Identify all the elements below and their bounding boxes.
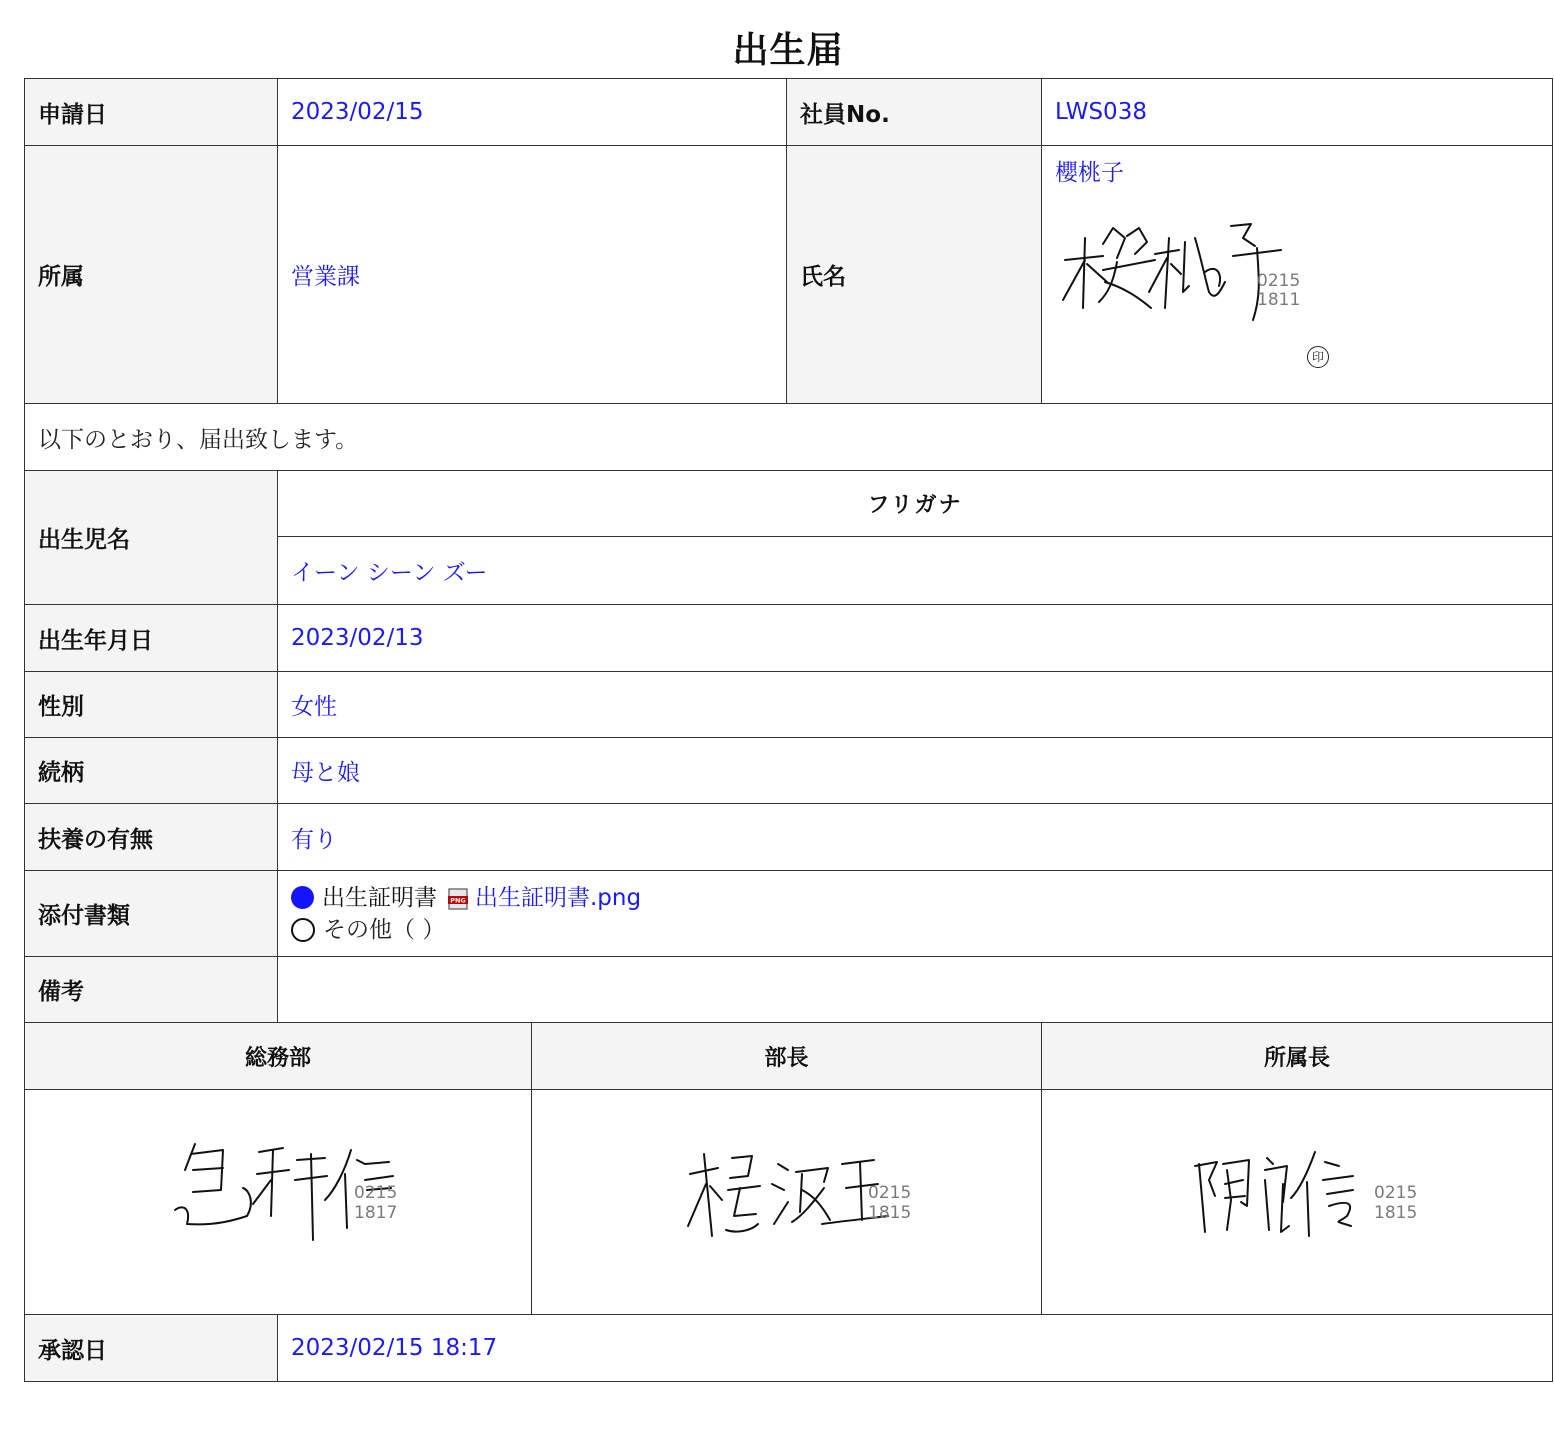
child-name-label: 出生児名 [25, 471, 278, 605]
row-dependent [25, 804, 1553, 871]
approval-col-department-head: 所属長 [1042, 1023, 1553, 1090]
row-attachments [25, 871, 1553, 957]
approval-stamp-date-general-affairs: 0215 [354, 1183, 398, 1203]
attachment-option-label: 出生証明書 [322, 884, 437, 911]
seal-icon: 印 [1307, 346, 1329, 368]
dependent-label: 扶養の有無 [25, 804, 278, 871]
radio-unselected-icon[interactable] [291, 918, 315, 942]
row-approval-header [25, 1023, 1553, 1090]
radio-selected-icon[interactable] [291, 886, 314, 909]
furigana-value: イーン シーン ズー [278, 537, 1553, 605]
approval-stamp-time-general-affairs: 1817 [354, 1203, 398, 1223]
page-title: 出生届 [732, 30, 844, 71]
row-notice [25, 404, 1553, 471]
row-gender [25, 672, 1553, 738]
approval-stamp-time-manager: 1815 [868, 1203, 912, 1223]
name-value: 櫻桃子 [1055, 160, 1125, 186]
approval-stamp-time-department-head: 1815 [1374, 1203, 1418, 1223]
relation-value: 母と娘 [278, 738, 1553, 804]
notice-text: 以下のとおり、届出致します。 [25, 404, 1553, 471]
attachments-label: 添付書類 [25, 871, 278, 957]
approval-date-value: 2023/02/15 18:17 [278, 1315, 1553, 1382]
birth-notification-form [24, 78, 1553, 1382]
approval-col-manager: 部長 [532, 1023, 1042, 1090]
application-date-label: 申請日 [25, 79, 278, 146]
approval-date-label: 承認日 [25, 1315, 278, 1382]
gender-label: 性別 [25, 672, 278, 738]
approval-stamp-date-department-head: 0215 [1374, 1183, 1418, 1203]
row-remarks [25, 957, 1553, 1023]
attachments-options [278, 871, 1553, 957]
remarks-value [278, 957, 1553, 1023]
birth-date-label: 出生年月日 [25, 605, 278, 672]
applicant-signature [1055, 198, 1539, 388]
row-application-date [25, 79, 1553, 146]
dependent-value: 有り [278, 804, 1553, 871]
name-label: 氏名 [787, 146, 1042, 404]
department-value: 営業課 [278, 146, 787, 404]
png-file-icon [447, 887, 469, 909]
row-department-name [25, 146, 1553, 404]
applicant-stamp-date: 0215 [1257, 271, 1301, 291]
remarks-label: 備考 [25, 957, 278, 1023]
employee-no-label: 社員No. [787, 79, 1042, 146]
attachment-option-birth-certificate[interactable] [291, 882, 1539, 914]
attachment-option-other[interactable] [291, 914, 1539, 946]
relation-label: 続柄 [25, 738, 278, 804]
row-approval-signatures [25, 1090, 1553, 1315]
attachment-file-link[interactable]: 出生証明書.png [475, 884, 642, 911]
svg-text:PNG: PNG [450, 896, 466, 905]
name-cell [1042, 146, 1553, 404]
approval-signature-general-affairs [25, 1090, 532, 1315]
application-date-value: 2023/02/15 [278, 79, 787, 146]
gender-value: 女性 [278, 672, 1553, 738]
approval-col-general-affairs: 総務部 [25, 1023, 532, 1090]
row-relation [25, 738, 1553, 804]
furigana-header: フリガナ [278, 471, 1553, 537]
row-birth-date [25, 605, 1553, 672]
department-label: 所属 [25, 146, 278, 404]
employee-no-value: LWS038 [1042, 79, 1553, 146]
birth-date-value: 2023/02/13 [278, 605, 1553, 672]
approval-signature-department-head [1042, 1090, 1553, 1315]
row-approval-date [25, 1315, 1553, 1382]
attachment-option-label: その他（ ） [323, 916, 446, 943]
row-child-name-header [25, 471, 1553, 537]
approval-signature-manager [532, 1090, 1042, 1315]
applicant-stamp-time: 1811 [1257, 290, 1301, 310]
approval-stamp-date-manager: 0215 [868, 1183, 912, 1203]
